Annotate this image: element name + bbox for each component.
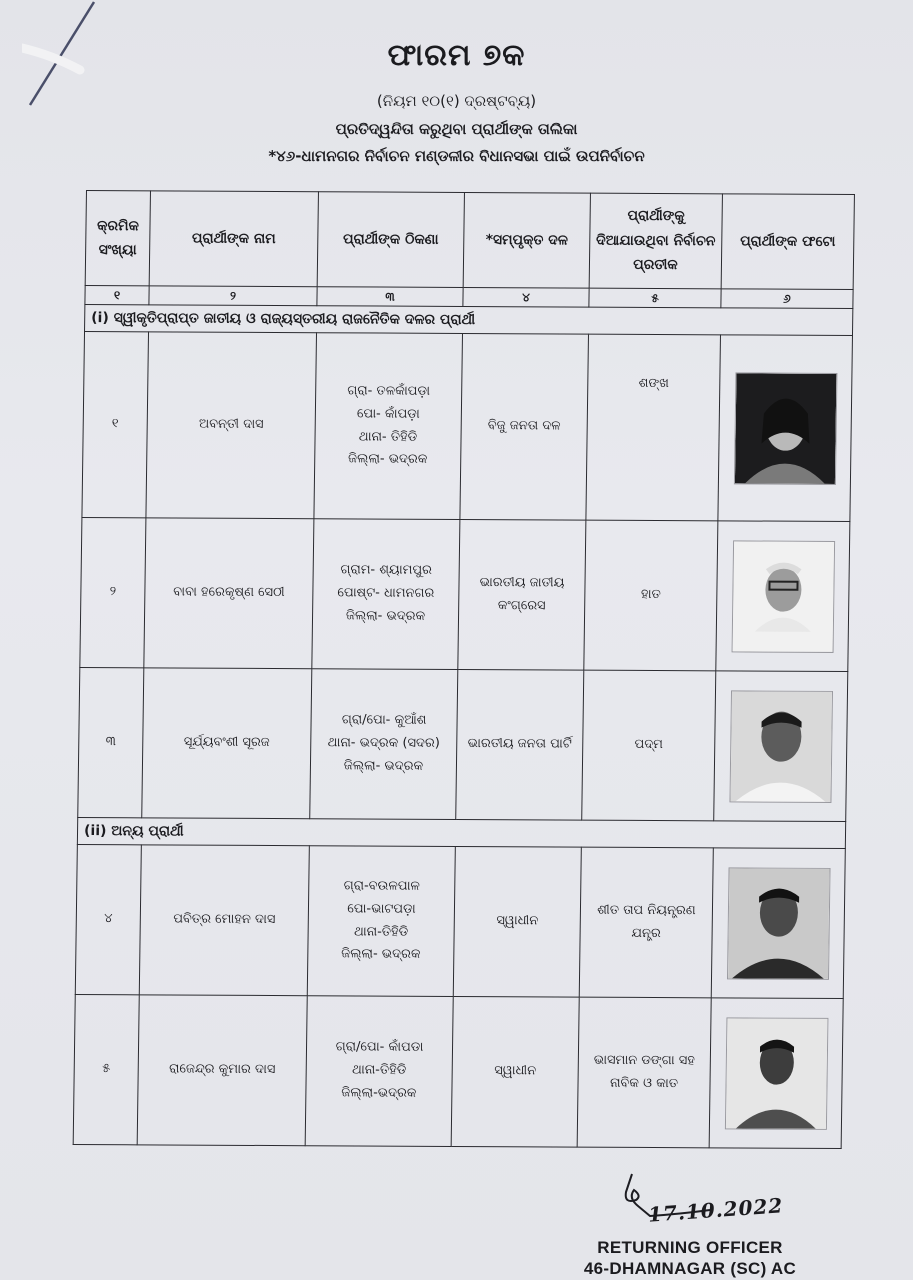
photo-cell bbox=[716, 521, 850, 672]
name-cell: ରାଜେନ୍ଦ୍ର କୁମାର ଦାସ bbox=[137, 995, 307, 1146]
table-row bbox=[75, 844, 845, 998]
address-line: ଥାନା- ତିହିଡି bbox=[358, 428, 418, 445]
serial-cell: ୨ bbox=[80, 517, 146, 667]
name-cell: ଅବନ୍ତୀ ଦାସ bbox=[146, 332, 317, 519]
address-line: ଥାନା-ତିହିଡି bbox=[353, 923, 409, 940]
column-number: ୪ bbox=[463, 287, 589, 307]
symbol-cell: ପଦ୍ମ bbox=[582, 670, 716, 821]
section-recognised-parties bbox=[85, 305, 853, 336]
header-row bbox=[85, 191, 854, 290]
table-row bbox=[80, 517, 850, 671]
header-symbol: ପ୍ରାର୍ଥୀଙ୍କୁ ଦିଆଯାଉଥିବା ନିର୍ବାଚନ ପ୍ରତୀକ bbox=[589, 193, 722, 289]
table-row bbox=[82, 332, 853, 522]
address-line: ଗ୍ରା/ପୋ- କୁଆଁଶ bbox=[341, 712, 427, 729]
section-other-candidates bbox=[77, 817, 845, 848]
symbol-cell: ଭାସମାନ ଡଙ୍ଗା ସହ ନାବିକ ଓ କାତ bbox=[577, 997, 711, 1148]
address-cell bbox=[312, 519, 460, 670]
symbol-cell: ଶଙ୍ଖ bbox=[586, 334, 721, 521]
address-line: ଜିଲ୍ଲା- ଭଦ୍ରକ bbox=[343, 758, 424, 774]
header-serial: କ୍ରମିକ ସଂଖ୍ୟା bbox=[85, 191, 150, 286]
photo-cell bbox=[714, 671, 848, 822]
officer-constituency: 46-DHAMNAGAR (SC) AC bbox=[583, 1259, 797, 1278]
header-address: ପ୍ରାର୍ଥୀଙ୍କ ଠିକଣା bbox=[317, 192, 464, 288]
form-title: ଫାରମ ୭କ bbox=[387, 38, 526, 73]
party-cell: ଭାରତୀୟ ଜନତା ପାର୍ଟି bbox=[456, 669, 584, 820]
photo-cell bbox=[711, 848, 845, 999]
header-photo: ପ୍ରାର୍ଥୀଙ୍କ ଫଟୋ bbox=[721, 194, 854, 290]
serial-cell: ୧ bbox=[82, 332, 149, 518]
serial-cell: ୪ bbox=[75, 844, 141, 994]
section-heading: (ii) ଅନ୍ୟ ପ୍ରାର୍ଥୀ bbox=[77, 817, 845, 848]
photo-cell bbox=[718, 335, 853, 522]
column-number: ୩ bbox=[317, 287, 463, 307]
address-line: ଗ୍ରା- ତଳକାଁପଡ଼ା bbox=[347, 383, 431, 399]
party-cell: ବିଜୁ ଜନତା ଦଳ bbox=[460, 333, 589, 520]
address-line: ପୋଷ୍ଟ- ଧାମନଗର bbox=[337, 585, 435, 601]
list-title: ପ୍ରତିଦ୍ୱନ୍ଦିତା କରୁଥିବା ପ୍ରାର୍ଥୀଙ୍କ ତାଲିକା bbox=[335, 120, 578, 138]
address-line: ଜିଲ୍ଲା- ଭଦ୍ରକ bbox=[345, 608, 426, 624]
address-cell bbox=[307, 846, 455, 997]
address-line: ଜିଲ୍ଲା- ଭଦ୍ରକ bbox=[347, 451, 428, 468]
address-cell bbox=[314, 333, 463, 520]
party-cell: ଭାରତୀୟ ଜାତୀୟ କଂଗ୍ରେସ bbox=[458, 519, 586, 670]
serial-cell: ୩ bbox=[78, 667, 144, 817]
party-cell: ସ୍ୱାଧୀନ bbox=[453, 846, 581, 997]
section-heading: (i) ସ୍ୱୀକୃତିପ୍ରାପ୍ତ ଜାତୀୟ ଓ ରାଜ୍ୟସ୍ତରୀୟ ରାଜନୈତିକ ଦଳର ପ୍ରାର୍ଥୀ bbox=[85, 305, 853, 336]
candidate-photo bbox=[729, 690, 833, 803]
column-number: ୧ bbox=[85, 286, 149, 305]
serial-cell: ୫ bbox=[73, 994, 139, 1144]
address-line: ଗ୍ରା/ପୋ- କାଁପଡା bbox=[335, 1039, 424, 1056]
address-line: ଗ୍ରାମ- ଶ୍ୟାମପୁର bbox=[340, 562, 433, 579]
name-cell: ବାବା ହରେକୃଷ୍ଣ ସେଠୀ bbox=[144, 518, 314, 669]
address-line: ପୋ-ଭାଟପଡ଼ା bbox=[347, 901, 416, 917]
table-row bbox=[78, 667, 848, 821]
signature-date: 17.10.2022 bbox=[647, 1193, 784, 1227]
candidate-photo bbox=[731, 540, 835, 653]
header-name: ପ୍ରାର୍ଥୀଙ୍କ ନାମ bbox=[149, 191, 318, 287]
address-cell bbox=[310, 669, 458, 820]
candidate-photo bbox=[733, 372, 837, 485]
officer-title: RETURNING OFFICER bbox=[597, 1238, 783, 1257]
address-cell bbox=[305, 996, 453, 1147]
candidate-photo bbox=[726, 867, 830, 980]
candidate-table bbox=[73, 190, 855, 1149]
name-cell: ସୂର୍ଯ୍ୟବଂଶୀ ସୂରଜ bbox=[142, 668, 312, 819]
symbol-cell: ହାତ bbox=[584, 520, 718, 671]
candidate-photo bbox=[724, 1017, 828, 1130]
address-line: ଥାନା- ଭଦ୍ରକ (ସଦର) bbox=[327, 735, 440, 752]
column-number: ୬ bbox=[721, 289, 853, 309]
column-number: ୫ bbox=[589, 288, 721, 308]
party-cell: ସ୍ୱାଧୀନ bbox=[451, 996, 579, 1147]
address-line: ଜିଲ୍ଲା- ଭଦ୍ରକ bbox=[341, 946, 421, 963]
symbol-cell: ଶୀତ ତାପ ନିୟନ୍ତ୍ରଣ ଯନ୍ତ୍ର bbox=[579, 847, 713, 998]
address-line: ପୋ- କାଁପଡ଼ା bbox=[356, 406, 420, 422]
table-row bbox=[73, 994, 843, 1148]
address-line: ଥାନା-ତିହିଡି bbox=[351, 1062, 407, 1078]
address-line: ଗ୍ରା-ବଉଳପାଳ bbox=[343, 878, 420, 894]
column-number: ୨ bbox=[149, 286, 317, 306]
rule-reference: (ନିୟମ ୧୦(୧) ଦ୍ରଷ୍ଟବ୍ୟ) bbox=[376, 92, 537, 110]
name-cell: ପବିତ୍ର ମୋହନ ଦାସ bbox=[139, 845, 309, 996]
constituency-line: *୪୬-ଧାମନଗର ନିର୍ବାଚନ ମଣ୍ଡଳୀର ବିଧାନସଭା ପାଇଁ ଉପନିର୍ବାଚନ bbox=[268, 147, 645, 165]
address-line: ଜିଲ୍ଲା-ଭଦ୍ରକ bbox=[341, 1085, 417, 1101]
photo-cell bbox=[709, 998, 843, 1149]
header-party: *ସମ୍ପୃକ୍ତ ଦଳ bbox=[463, 192, 590, 288]
